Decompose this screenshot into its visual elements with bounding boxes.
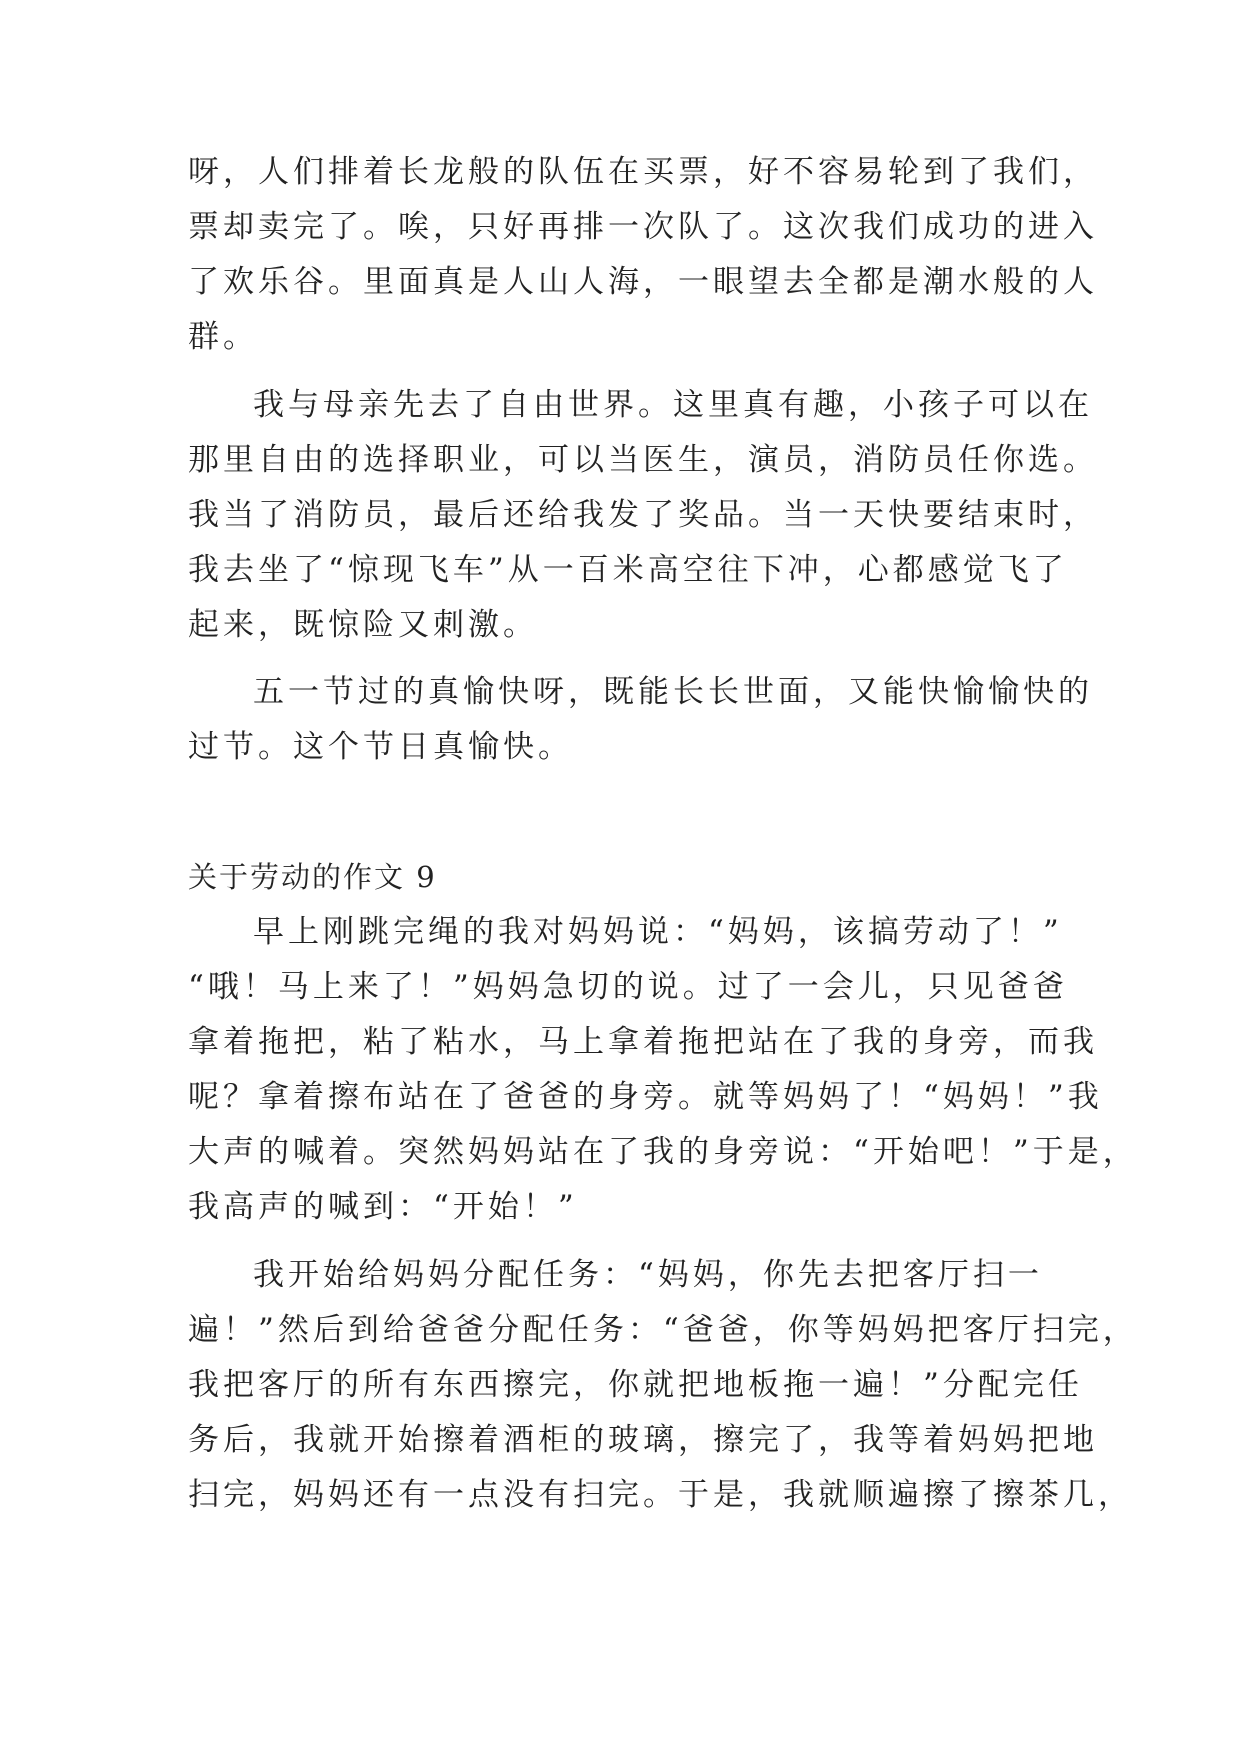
paragraph-line: 群。	[188, 319, 258, 355]
paragraph-line: 拿着拖把，粘了粘水，马上拿着拖把站在了我的身旁，而我	[188, 1024, 1098, 1060]
paragraph-line: 呢？拿着擦布站在了爸爸的身旁。就等妈妈了！“妈妈！”我	[188, 1079, 1103, 1115]
section-heading: 关于劳动的作文 9	[188, 860, 437, 894]
paragraph-line: 遍！”然后到给爸爸分配任务：“爸爸，你等妈妈把客厅扫完，	[188, 1312, 1138, 1348]
paragraph-line: 大声的喊着。突然妈妈站在了我的身旁说：“开始吧！”于是，	[188, 1134, 1138, 1170]
paragraph-line: 扫完，妈妈还有一点没有扫完。于是，我就顺遍擦了擦茶几，	[188, 1477, 1133, 1513]
paragraph-line: 那里自由的选择职业，可以当医生，演员，消防员任你选。	[188, 442, 1098, 478]
paragraph-line: “哦！马上来了！”妈妈急切的说。过了一会儿，只见爸爸	[188, 969, 1068, 1005]
paragraph-line: 早上刚跳完绳的我对妈妈说：“妈妈，该搞劳动了！”	[253, 914, 1063, 950]
paragraph-line: 过节。这个节日真愉快。	[188, 729, 573, 765]
paragraph-line: 我去坐了“惊现飞车”从一百米高空往下冲，心都感觉飞了	[188, 552, 1068, 588]
paragraph-line: 我当了消防员，最后还给我发了奖品。当一天快要结束时，	[188, 497, 1098, 533]
paragraph-line: 我与母亲先去了自由世界。这里真有趣，小孩子可以在	[253, 387, 1093, 423]
paragraph-line: 我把客厅的所有东西擦完，你就把地板拖一遍！”分配完任	[188, 1367, 1083, 1403]
paragraph-line: 我开始给妈妈分配任务：“妈妈，你先去把客厅扫一	[253, 1257, 1043, 1293]
paragraph-line: 了欢乐谷。里面真是人山人海，一眼望去全都是潮水般的人	[188, 264, 1098, 300]
paragraph-line: 我高声的喊到：“开始！”	[188, 1189, 578, 1225]
paragraph-line: 呀，人们排着长龙般的队伍在买票，好不容易轮到了我们，	[188, 154, 1098, 190]
paragraph-line: 票却卖完了。唉，只好再排一次队了。这次我们成功的进入	[188, 209, 1098, 245]
paragraph-line: 务后，我就开始擦着酒柜的玻璃，擦完了，我等着妈妈把地	[188, 1422, 1098, 1458]
paragraph-line: 起来，既惊险又刺激。	[188, 607, 538, 643]
paragraph-line: 五一节过的真愉快呀，既能长长世面，又能快愉愉快的	[253, 674, 1093, 710]
